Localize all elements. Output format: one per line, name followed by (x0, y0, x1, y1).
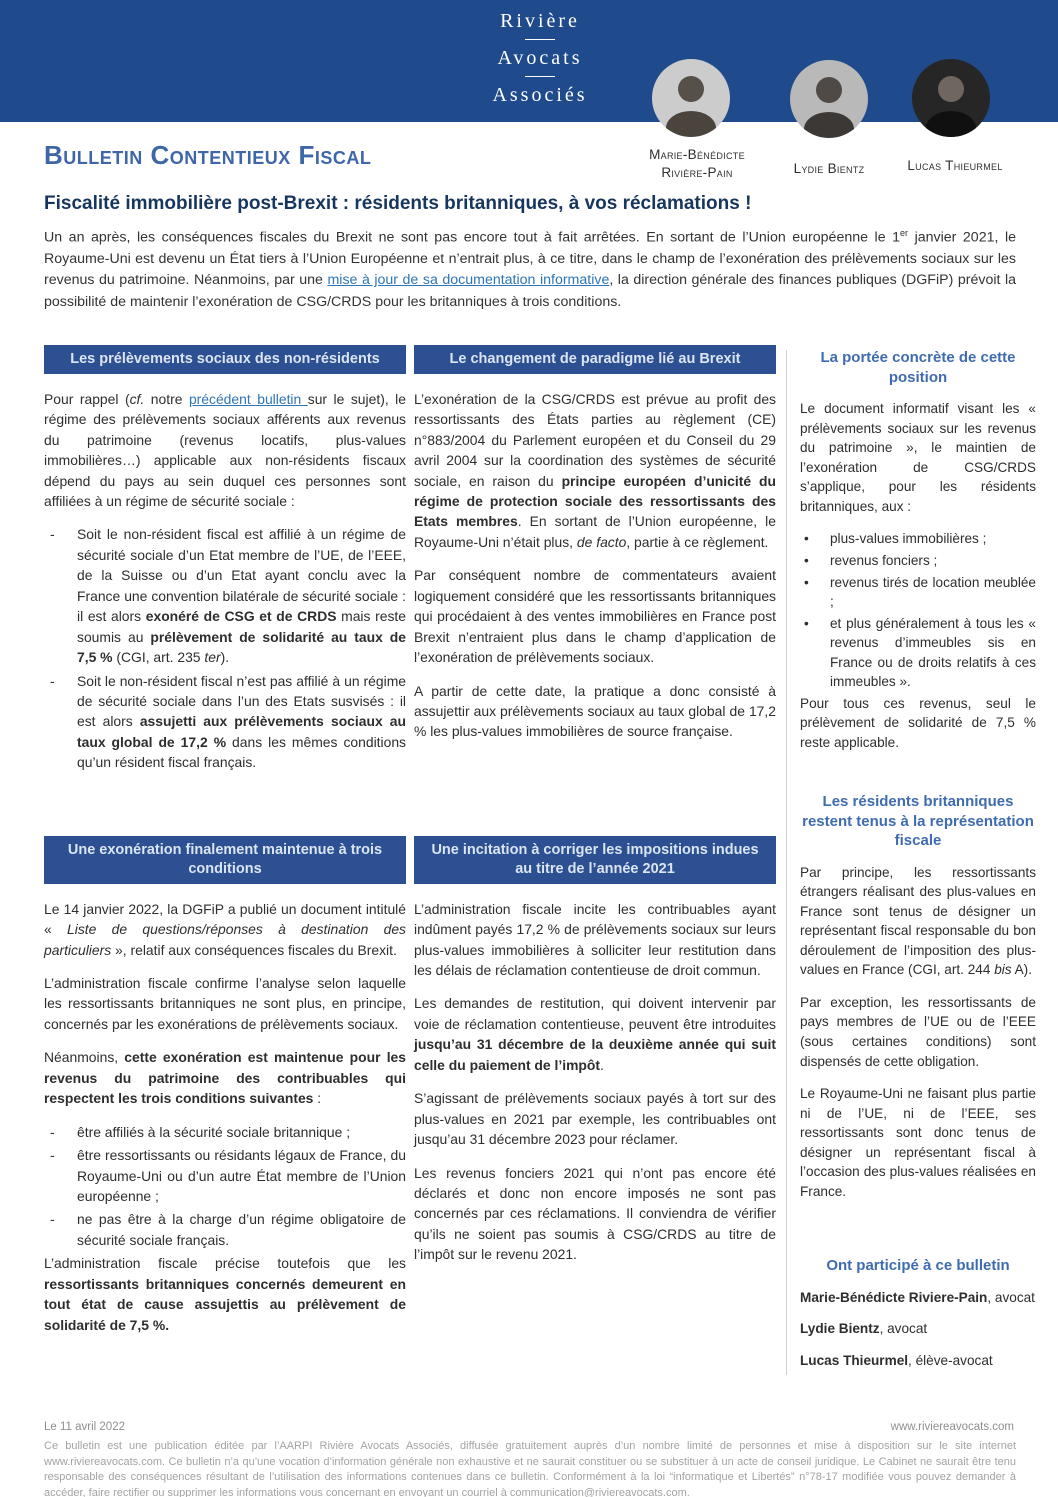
section-heading-bar: Une exonération finalement maintenue à trois conditions (44, 836, 406, 884)
text-segment: Les demandes de restitution, qui doivent intervenir par voie de réclamation contentieuse, peuvent être introduites (414, 995, 776, 1032)
sidebar-heading: La portée concrète de cette position (820, 349, 1016, 386)
bullet-marker: - (50, 1147, 55, 1164)
paragraph (800, 1084, 1036, 1201)
text-segment: revenus tirés de location meublée ; (830, 574, 1036, 610)
paragraph (800, 1319, 1036, 1339)
text-segment: ). (220, 649, 230, 666)
list-item (44, 1145, 406, 1206)
paragraph (800, 1288, 1036, 1308)
section-prelevements-sociaux (44, 345, 406, 776)
paragraph (414, 681, 776, 742)
text-segment: principe européen d’unicité du régime de protection sociale des ressortissants des Etats membres (414, 472, 776, 530)
list-item (44, 1122, 406, 1142)
text-segment: , avocat (879, 1321, 928, 1337)
portrait-caption (617, 146, 777, 181)
logo-line-1: Rivière (500, 10, 580, 32)
logo-line-3: Associés (492, 84, 588, 106)
text-segment: L’exonération de la CSG/CRDS est prévue au profit des ressortissants des États parties au règlement (CE) n°883/2004 du Parlement européen et du Conseil du 29 avril 2004 sur la coordination des systèmes de sécurité sociale, en raison du (414, 390, 776, 489)
text-segment: plus-values immobilières ; (830, 531, 987, 547)
inline-link[interactable]: précédent bulletin (188, 390, 308, 407)
text-segment: Par conséquent nombre de commentateurs avaient logiquement considéré que les ressortissants britanniques qui procédaient à des ventes immobilières en France post Brexit n’entraient plus dans le champ d’application de l’exonération de prélèvements sociaux. (414, 567, 776, 666)
person-silhouette-icon (790, 60, 868, 138)
portrait-photo-lucas (912, 59, 990, 137)
bullet-marker: • (804, 615, 809, 631)
portrait-caption (769, 160, 889, 178)
paragraph (800, 993, 1036, 1071)
text-segment: cette exonération est maintenue pour les revenus du patrimoine des contribuables qui respectent les trois conditions suivantes (44, 1049, 407, 1107)
text-segment: S’agissant de prélèvements sociaux payés à tort sur des plus-values en 2021 par exemple, les contribuables ont jusqu’au 31 décembre 2023 pour réclamer. (414, 1090, 776, 1148)
footer-date: Le 11 avril 2022 (44, 1421, 125, 1433)
person-name-line: Rivière-Pain (661, 164, 733, 180)
text-segment: être ressortissants ou résidants légaux de France, du Royaume-Uni ou d’un autre État membre de l’Union européenne ; (77, 1147, 406, 1204)
text-segment: ne pas être à la charge d’un régime obligatoire de sécurité sociale français. (77, 1211, 406, 1248)
list-item (800, 614, 1036, 692)
text-segment: Par exception, les ressortissants de pays membres de l’UE ou de l’EEE (sous certaines conditions) sont dispensés de cette obligation. (800, 994, 1036, 1069)
text-segment: ter (204, 649, 221, 666)
paragraph (414, 993, 776, 1075)
paragraph (800, 694, 1036, 753)
section-body (414, 899, 776, 1265)
section-heading-bar: Les prélèvements sociaux des non-résidents (44, 345, 406, 374)
sidebar-section-portee (800, 348, 1036, 766)
list-item (44, 1209, 406, 1250)
text-segment: : (313, 1090, 322, 1107)
text-segment: prélèvement de solidarité au taux de 7,5 % (77, 628, 406, 666)
section-incitation-corriger (414, 836, 776, 1278)
firm-logo (440, 11, 640, 105)
text-segment: Le document informatif visant les « prélèvements sociaux sur les revenus du patrimoine », le maintien de l’exonération de CSG/CRDS s’applique, pour les résidents britanniques, aux : (800, 401, 1036, 514)
paragraph (44, 1253, 406, 1335)
text-segment: , élève-avocat (908, 1352, 993, 1368)
text-segment: A partir de cette date, la pratique a donc consisté à assujettir aux prélèvements sociaux au taux global de 17,2 % les plus-values immobilières de source française. (414, 682, 776, 740)
text-segment: être affiliés à la sécurité sociale britannique ; (77, 1123, 351, 1140)
section-body (44, 899, 406, 1335)
person-name-line: Lucas Thieurmel (907, 158, 1003, 173)
text-segment: L’administration fiscale confirme l’analyse selon laquelle les ressortissants britanniques ne sont plus, en principe, concernés par les exonérations de prélèvements sociaux. (44, 975, 406, 1032)
bullet-marker: - (50, 526, 55, 543)
text-segment: . (600, 1056, 604, 1073)
text-segment: Pour rappel ( (44, 390, 130, 407)
text-segment: Le 14 janvier 2022, la DGFiP a publié un document intitulé « (44, 900, 406, 938)
text-segment: L’administration fiscale précise toutefois que les (44, 1255, 406, 1272)
inline-link[interactable]: mise à jour de sa documentation informative (327, 272, 610, 289)
text-segment: de facto (576, 533, 627, 550)
text-segment: Marie-Bénédicte Riviere-Pain (800, 1289, 988, 1305)
text-segment: revenus fonciers ; (830, 552, 938, 568)
sidebar-divider-line (786, 350, 787, 1375)
text-segment: . En sortant de l’Union européenne, le Royaume-Uni n’était plus, (414, 513, 776, 550)
list-item (800, 573, 1036, 612)
text-segment: Soit le non-résident fiscal est affilié à un régime de sécurité sociale d’un Etat membre de l’UE, de l’EEE, de la Suisse ou d’un Etat ayant conclu avec la France une convention bilatérale de sécurité sociale : il est alors (77, 526, 406, 625)
text-segment: Lydie Bientz (800, 1321, 880, 1337)
bullet-marker: - (50, 1211, 55, 1228)
person-silhouette-icon (652, 59, 730, 137)
text-segment: Le Royaume-Uni ne faisant plus partie ni de l’UE, ni de l’EEE, ses ressortissants sont donc tenus de désigner un représentant fiscal à l’occasion des plus-values réalisées en France. (800, 1086, 1036, 1199)
text-segment: Un an après, les conséquences fiscales du Brexit ne sont pas encore tout à fait arrêtées. En sortant de l’Union européenne le 1 (44, 229, 901, 246)
bullet-marker: - (50, 1123, 55, 1140)
paragraph (414, 389, 776, 553)
paragraph (414, 565, 776, 667)
bullet-marker: • (804, 574, 809, 590)
text-segment: ressortissants britanniques concernés demeurent en tout état de cause assujettis au prélèvement de solidarité de 7,5 %. (44, 1275, 406, 1333)
text-segment: (CGI, art. 235 (112, 649, 205, 666)
text-segment: , la direction générale des finances publiques (DGFiP) prévoit la possibilité de maintenir l’exonération de CSG/CRDS pour les britanniques à trois conditions. (44, 272, 1016, 310)
paragraph (44, 899, 406, 960)
text-segment: janvier 2021, le Royaume-Uni est devenu un État tiers à l’Union Européenne et n’entrait plus, à ce titre, dans le champ de l’exonération des prélèvements sociaux sur les revenus du patrimoine. Néanmoins, par une (44, 229, 1016, 289)
text-segment: A). (1011, 962, 1032, 978)
text-segment: Néanmoins, (44, 1049, 125, 1066)
bulletin-title: Bulletin Contentieux Fiscal (44, 140, 372, 170)
list-item (44, 524, 406, 667)
text-segment: bis (994, 962, 1012, 978)
paragraph (44, 1047, 406, 1108)
sidebar-body (800, 863, 1036, 1202)
contributors-list (800, 1288, 1036, 1371)
intro-paragraph (44, 227, 1016, 313)
logo-divider (525, 39, 555, 40)
text-segment: exonéré de CSG et de CRDS (145, 608, 337, 625)
text-segment: Soit le non-résident fiscal n’est pas affilié à un régime de sécurité sociale dans l’un des Etats susvisés : il est alors (77, 672, 406, 730)
paragraph (800, 1351, 1036, 1371)
text-segment: L’administration fiscale incite les contribuables ayant indûment payés 17,2 % de prélèvements sociaux sur leurs plus-values immobilières à solliciter leur restitution dans les délais de réclamation contentieuse de droit commun. (414, 900, 776, 978)
article-headline: Fiscalité immobilière post-Brexit : résidents britanniques, à vos réclamations ! (44, 193, 752, 214)
sidebar-heading: Les résidents britanniques restent tenus à la représentation fiscale (802, 793, 1034, 849)
text-segment: Pour tous ces revenus, seul le prélèvement de solidarité de 7,5 % reste applicable. (800, 695, 1036, 750)
sidebar-body (800, 399, 1036, 753)
sidebar-section-contributors (800, 1256, 1036, 1382)
text-segment: », relatif aux conséquences fiscales du Brexit. (111, 941, 397, 958)
text-segment: jusqu’au 31 décembre de la deuxième année qui suit celle du paiement de l’impôt (414, 1036, 776, 1073)
section-heading-bar: Une incitation à corriger les impositions indues au titre de l’année 2021 (414, 836, 776, 884)
paragraph (44, 389, 406, 512)
bullet-marker: • (804, 531, 809, 547)
section-heading-bar: Le changement de paradigme lié au Brexit (414, 345, 776, 374)
sidebar-section-representation (800, 792, 1036, 1215)
superscript-text: er (900, 228, 909, 238)
section-exoneration-maintenue (44, 836, 406, 1348)
text-segment: Par principe, les ressortissants étrangers réalisant des plus-values en France sont tenus de désigner un représentant fiscal responsable du bon déroulement de l’imposition des plus-values en France (CGI, art. 244 (800, 864, 1036, 978)
bullet-marker: • (804, 552, 809, 568)
text-segment: dans les mêmes conditions qu’un résident fiscal français. (77, 733, 406, 771)
header-banner (0, 0, 1058, 122)
person-name-line: Lydie Bientz (793, 161, 865, 176)
text-segment: , partie à ce règlement. (626, 533, 769, 550)
portrait-photo-marie-benedicte (652, 59, 730, 137)
list-item (800, 551, 1036, 571)
text-segment: Les revenus fonciers 2021 qui n’ont pas encore été déclarés et donc non encore imposés ne sont pas concernés par ces réclamations. Il conviendra de vérifier qu’ils ne soient pas soumis à CSG/CRDS au titre de l’impôt sur le revenu 2021. (414, 1164, 776, 1263)
paragraph (44, 973, 406, 1034)
text-segment: assujetti aux prélèvements sociaux au taux global de 17,2 % (77, 713, 406, 750)
paragraph (800, 863, 1036, 980)
paragraph (414, 899, 776, 981)
list-item (44, 671, 406, 773)
portrait-caption (891, 157, 1019, 175)
logo-divider (525, 76, 555, 77)
logo-line-2: Avocats (497, 47, 583, 69)
section-body (44, 389, 406, 773)
person-name-line: Marie-Bénédicte (649, 147, 745, 162)
text-segment: et plus généralement à tous les « revenus d’immeubles sis en France ou de droits relatifs à ces immeubles ». (830, 615, 1036, 690)
portrait-photo-lydie (790, 60, 868, 138)
text-segment: sur le sujet), le régime des prélèvements sociaux afférents aux revenus du patrimoine (revenus locatifs, plus-values immobilières…) applicable aux non-résidents fiscaux dépend du pays au sein duquel ces personnes sont affiliées à un régime de sécurité sociale : (44, 390, 406, 510)
section-changement-paradigme (414, 345, 776, 755)
paragraph (800, 399, 1036, 516)
text-segment: , avocat (987, 1289, 1035, 1305)
text-segment: Liste de questions/réponses à destination des particuliers (44, 921, 406, 958)
footer-website-link[interactable]: www.riviereavocats.com (890, 1421, 1014, 1433)
section-body (414, 389, 776, 742)
list-item (800, 529, 1036, 549)
text-segment: mais reste soumis au (77, 608, 406, 645)
person-silhouette-icon (912, 59, 990, 137)
paragraph (414, 1163, 776, 1265)
text-segment: cf. (129, 390, 145, 407)
paragraph (414, 1088, 776, 1149)
footer-disclaimer: Ce bulletin est une publication éditée par l’AARPI Rivière Avocats Associés, diffusée gratuitement auprès d’un nombre limité de personnes et mise à disposition sur le site internet www.riviereavocats.com. Ce bulletin n’a qu’une vocation d’information générale non exhaustive et ne saurait constituer ou se substituer à un acte de conseil juridique. Le Cabinet ne saurait être tenu responsable des conséquences résultant de l’utilisation des informations contenues dans ce bulletin. Conformément à la loi “informatique et Libertés” n°78-17 modifiée vous pouvez demander à accéder, faire rectifier ou supprimer les informations vous concernant en envoyant un courriel à communication@riviereavocats.com. (44, 1440, 1016, 1497)
text-segment: notre (144, 390, 189, 407)
bullet-marker: - (50, 672, 55, 689)
text-segment: Lucas Thieurmel (800, 1352, 909, 1368)
sidebar-heading: Ont participé à ce bulletin (826, 1257, 1010, 1274)
